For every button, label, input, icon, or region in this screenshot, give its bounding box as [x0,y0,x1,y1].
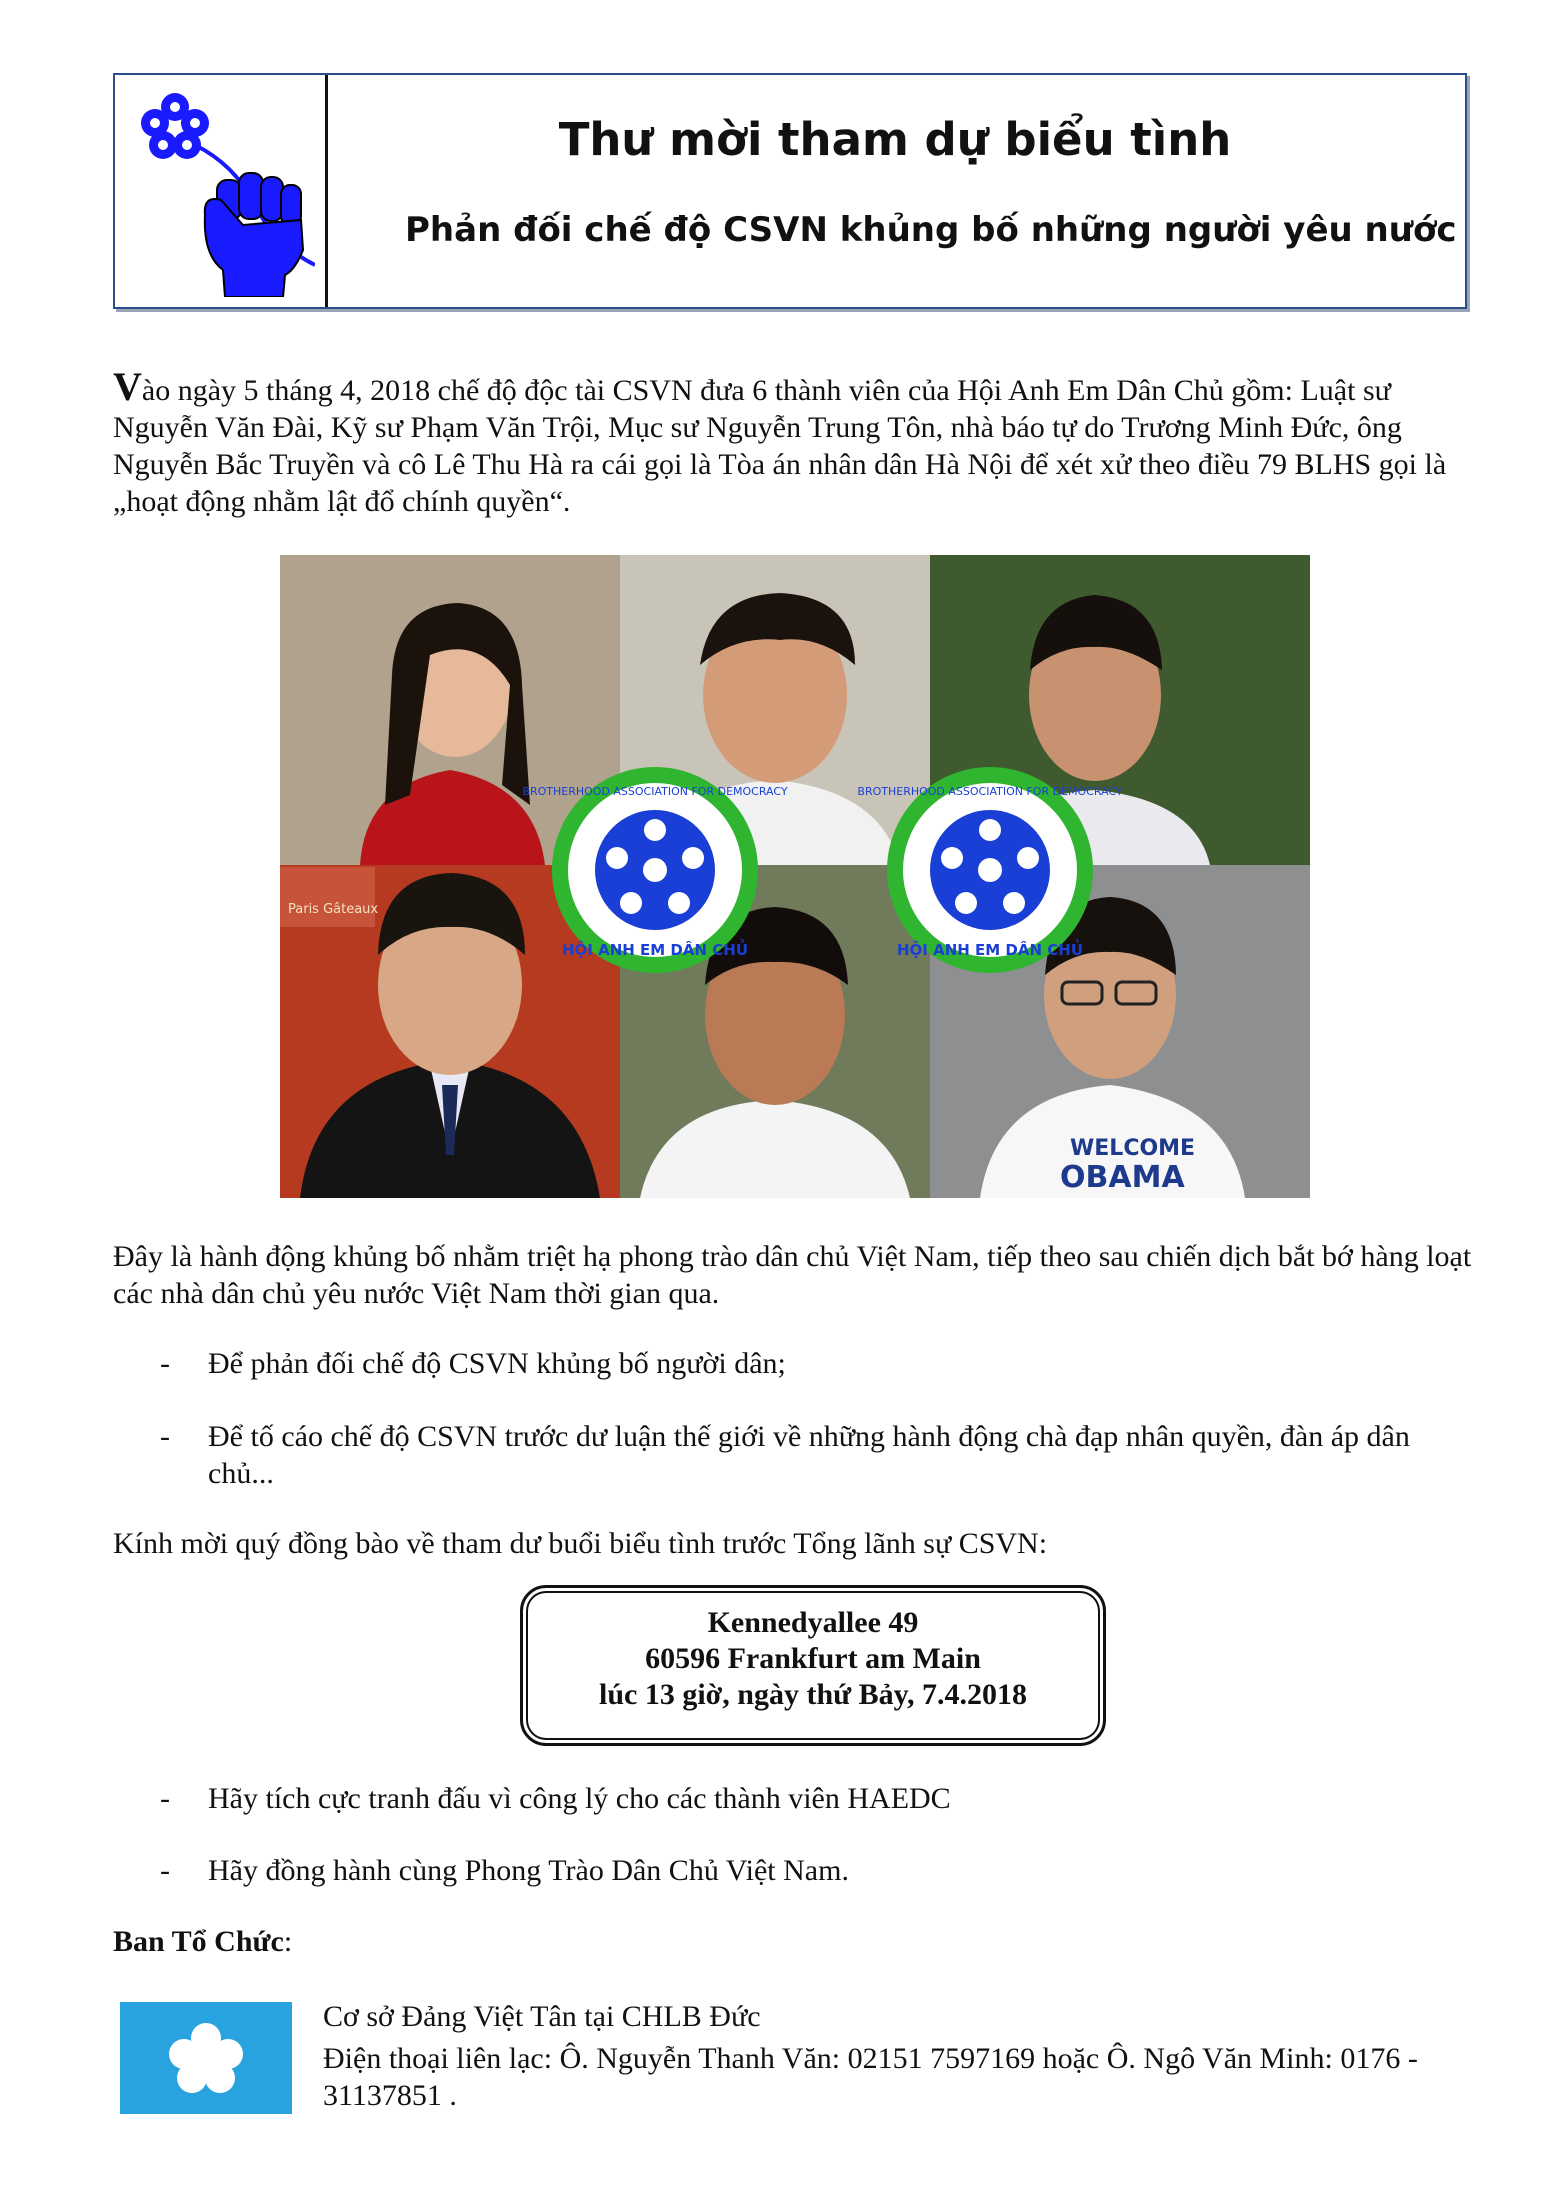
bullet-dash: - [160,1782,170,1815]
bullet-dash: - [160,1347,170,1380]
contact-info: Điện thoại liên lạc: Ô. Nguyễn Thanh Văn: 02151 7597169 hoặc Ô. Ngô Văn Minh: 0176 - 31137851 . [323,2042,1418,2112]
photo-collage [280,555,1310,1198]
bullet-dash: - [160,1420,170,1453]
badge-top-text-right: BROTHERHOOD ASSOCIATION FOR DEMOCRACY [857,785,1123,798]
sign-text: Paris Gâteaux [288,902,379,917]
organizer-label-text: Ban Tổ Chức [113,1925,284,1958]
address-street: Kennedyallee 49 [707,1606,919,1639]
bullet-text: Để phản đối chế độ CSVN khủng bố người dân; [208,1347,786,1380]
body-paragraph: Đây là hành động khủng bố nhằm triệt hạ phong trào dân chủ Việt Nam, tiếp theo sau chiến dịch bắt bớ hàng loạt các nhà dân chủ yêu nước Việt Nam thời gian qua. [113,1240,1472,1310]
page-title: Thư mời tham dự biểu tình [558,113,1232,166]
viet-tan-flag [120,2002,292,2114]
white-flower-icon [120,2002,292,2114]
address-box [520,1585,1106,1746]
organizer-name: Cơ sở Đảng Việt Tân tại CHLB Đức [323,2000,761,2033]
bullet-text: Để tố cáo chế độ CSVN trước dư luận thế giới về những hành động chà đạp nhân quyền, đàn áp dân chủ... [208,1420,1410,1490]
intro-paragraph [113,364,1473,520]
address-city: 60596 Frankfurt am Main [645,1642,981,1675]
shirt-text-welcome: WELCOME [1070,1136,1196,1161]
badge-bottom-text-left: HỘI ANH EM DÂN CHỦ [561,941,749,959]
invitation-text: Kính mời quý đồng bào về tham dư buổi biểu tình trước Tổng lãnh sự CSVN: [113,1527,1048,1560]
address-time: lúc 13 giờ, ngày thứ Bảy, 7.4.2018 [599,1678,1027,1711]
bullet-text: Hãy đồng hành cùng Phong Trào Dân Chủ Việt Nam. [208,1854,849,1887]
organizer-label [113,1925,292,1959]
badge-right [895,775,1085,965]
organizer-colon: : [283,1925,293,1958]
intro-text: ào ngày 5 tháng 4, 2018 chế độ độc tài CSVN đưa 6 thành viên của Hội Anh Em Dân Chủ gồm: Luật sư Nguyễn Văn Đài, Kỹ sư Phạm Văn Trội, Mục sư Nguyễn Trung Tôn, nhà báo tự do Trương Minh Đức, ông Nguyễn Bắc Truyền và cô Lê Thu Hà ra cái gọi là Tòa án nhân dân Hà Nội để xét xử theo điều 79 BLHS gọi là „hoạt động nhằm lật đổ chính quyền“. [113,374,1447,518]
shirt-text-obama: OBAMA [1060,1160,1185,1195]
raised-fist-flower-icon [125,85,315,297]
logo [115,75,328,307]
badge-top-text-left: BROTHERHOOD ASSOCIATION FOR DEMOCRACY [522,785,788,798]
bullet-text: Hãy tích cực tranh đấu vì công lý cho các thành viên HAEDC [208,1782,951,1815]
page-subtitle: Phản đối chế độ CSVN khủng bố những người yêu nước [405,210,1457,250]
dropcap: V [113,364,142,409]
badge-bottom-text-right: HỘI ANH EM DÂN CHỦ [896,941,1084,959]
bullet-dash: - [160,1854,170,1887]
header-box [113,73,1467,309]
badge-left [560,775,750,965]
